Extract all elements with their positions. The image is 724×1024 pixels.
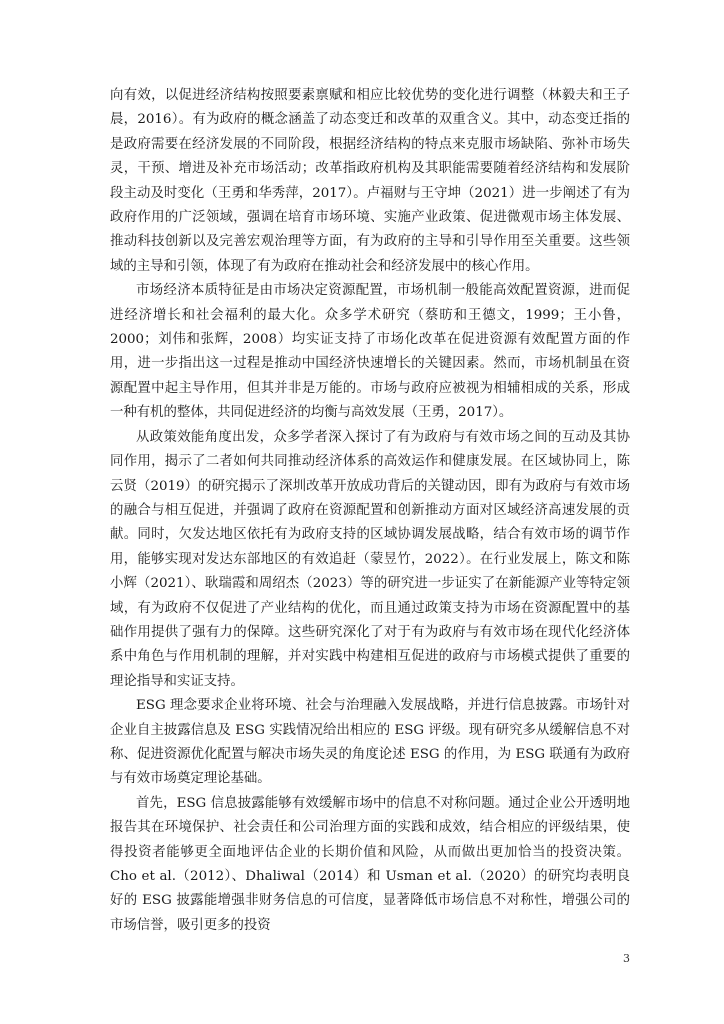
paragraph-1: 向有效，以促进经济结构按照要素禀赋和相应比较优势的变化进行调整（林毅夫和王子晨，2016）。有为政府的概念涵盖了动态变迁和改革的双重含义。其中，动态变迁指的是政府需要在经济发展的不同阶段，根据经济结构的特点来克服市场缺陷、弥补市场失灵，干预、增进及补充市场活动；改革指政府机构及其职能需要随着经济结构和发展阶段主动及时变化（王勇和华秀萍，2017）。卢福财与王守坤（2021）进一步阐述了有为政府作用的广泛领域，强调在培育市场环境、实施产业政策、促进微观市场主体发展、推动科技创新以及完善宏观治理等方面，有为政府的主导和引导作用至关重要。这些领域的主导和引领，体现了有为政府在推动社会和经济发展中的核心作用。 <box>110 88 630 274</box>
page-number: 3 <box>623 952 630 965</box>
body-text <box>110 84 630 938</box>
paragraph-4: ESG 理念要求企业将环境、社会与治理融入发展战略，并进行信息披露。市场针对企业自主披露信息及 ESG 实践情况给出相应的 ESG 评级。现有研究多从缓解信息不对称、促进资源优化配置与解决市场失灵的角度论述 ESG 的作用，为 ESG 联通有为政府与有效市场奠定理论基础。 <box>110 698 630 787</box>
paragraph-2: 市场经济本质特征是由市场决定资源配置，市场机制一般能高效配置资源，进而促进经济增长和社会福利的最大化。众多学术研究（蔡昉和王德文，1999；王小鲁，2000；刘伟和张辉，2008）均实证支持了市场化改革在促进资源有效配置方面的作用，进一步指出这一过程是推动中国经济快速增长的关键因素。然而，市场机制虽在资源配置中起主导作用，但其并非是万能的。市场与政府应被视为相辅相成的关系，形成一种有机的整体，共同促进经济的均衡与高效发展（王勇，2017）。 <box>110 283 630 421</box>
paragraph-5: 首先，ESG 信息披露能够有效缓解市场中的信息不对称问题。通过企业公开透明地报告其在环境保护、社会责任和公司治理方面的实践和成效，结合相应的评级结果，使得投资者能够更全面地评估企业的长期价值和风险，从而做出更加恰当的投资决策。Cho et al.（2012）、Dhaliwal（2014）和 Usman et al.（2020）的研究均表明良好的 ESG 披露能增强非财务信息的可信度，显著降低市场信息不对称性，增强公司的市场信誉，吸引更多的投资 <box>110 795 630 933</box>
paragraph-3: 从政策效能角度出发，众多学者深入探讨了有为政府与有效市场之间的互动及其协同作用，揭示了二者如何共同推动经济体系的高效运作和健康发展。在区域协同上，陈云贤（2019）的研究揭示了深圳改革开放成功背后的关键动因，即有为政府与有效市场的融合与相互促进，并强调了政府在资源配置和创新推动方面对区域经济高速发展的贡献。同时，欠发达地区依托有为政府支持的区域协调发展战略，结合有效市场的调节作用，能够实现对发达东部地区的有效追赶（蒙昱竹，2022）。在行业发展上，陈文和陈小辉（2021）、耿瑞霞和周绍杰（2023）等的研究进一步证实了在新能源产业等特定领域，有为政府不仅促进了产业结构的优化，而且通过政策支持为市场在资源配置中的基础作用提供了强有力的保障。这些研究深化了对于有为政府与有效市场在现代化经济体系中角色与作用机制的理解，并对实践中构建相互促进的政府与市场模式提供了重要的理论指导和实证支持。 <box>110 429 630 689</box>
